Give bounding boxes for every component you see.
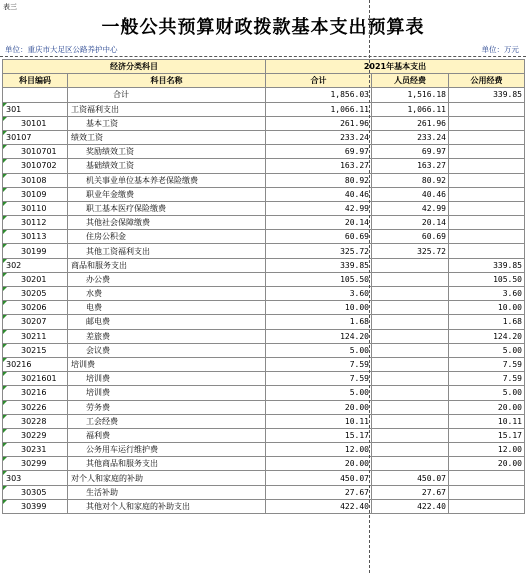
cell-personnel: 80.92 [372, 173, 449, 187]
cell-total: 10.11 [266, 414, 372, 428]
cell-code: 30112 [3, 216, 68, 230]
table-row [3, 400, 525, 414]
table-row [3, 230, 525, 244]
table-row [3, 372, 525, 386]
cell-name: 工资福利支出 [68, 102, 266, 116]
cell-code: 3010701 [3, 145, 68, 159]
cell-name: 培训费 [68, 357, 266, 371]
cell-code: 30226 [3, 400, 68, 414]
table-row [3, 258, 525, 272]
cell-name: 合计 [68, 88, 266, 102]
cell-name: 机关事业单位基本养老保险缴费 [68, 173, 266, 187]
cell-total: 5.00 [266, 343, 372, 357]
cell-total: 69.97 [266, 145, 372, 159]
cell-public: 1.68 [449, 315, 525, 329]
cell-personnel [372, 372, 449, 386]
cell-name: 办公费 [68, 272, 266, 286]
cell-public: 10.00 [449, 301, 525, 315]
cell-code: 30216 [3, 386, 68, 400]
cell-total: 7.59 [266, 357, 372, 371]
cell-total: 105.50 [266, 272, 372, 286]
table-row [3, 457, 525, 471]
table-row [3, 386, 525, 400]
cell-name: 对个人和家庭的补助 [68, 471, 266, 485]
table-row [3, 216, 525, 230]
table-row [3, 88, 525, 102]
cell-public: 339.85 [449, 258, 525, 272]
cell-public: 105.50 [449, 272, 525, 286]
cell-total: 3.60 [266, 287, 372, 301]
cell-public: 15.17 [449, 428, 525, 442]
cell-public [449, 116, 525, 130]
table-row [3, 244, 525, 258]
cell-total: 124.20 [266, 329, 372, 343]
header-code: 科目编码 [3, 74, 68, 88]
cell-personnel: 450.07 [372, 471, 449, 485]
cell-total: 450.07 [266, 471, 372, 485]
cell-public [449, 187, 525, 201]
cell-name: 基础绩效工资 [68, 159, 266, 173]
cell-code: 30211 [3, 329, 68, 343]
table-row [3, 159, 525, 173]
table-row [3, 173, 525, 187]
cell-personnel [372, 357, 449, 371]
cell-name: 奖励绩效工资 [68, 145, 266, 159]
table-row [3, 116, 525, 130]
cell-code: 30228 [3, 414, 68, 428]
cell-code [3, 88, 68, 102]
cell-public [449, 471, 525, 485]
cell-personnel [372, 343, 449, 357]
cell-name: 福利费 [68, 428, 266, 442]
cell-code: 303 [3, 471, 68, 485]
cell-name: 培训费 [68, 386, 266, 400]
cell-public: 5.00 [449, 386, 525, 400]
cell-personnel [372, 272, 449, 286]
table-row [3, 102, 525, 116]
cell-total: 12.00 [266, 443, 372, 457]
cell-personnel [372, 386, 449, 400]
cell-total: 40.46 [266, 187, 372, 201]
cell-code: 30201 [3, 272, 68, 286]
cell-personnel: 27.67 [372, 485, 449, 499]
cell-code: 30108 [3, 173, 68, 187]
cell-personnel [372, 457, 449, 471]
cell-code: 30101 [3, 116, 68, 130]
table-row [3, 272, 525, 286]
header-name: 科目名称 [68, 74, 266, 88]
cell-public: 5.00 [449, 343, 525, 357]
cell-name: 水费 [68, 287, 266, 301]
cell-name: 其他工资福利支出 [68, 244, 266, 258]
cell-total: 42.99 [266, 201, 372, 215]
cell-public: 20.00 [449, 457, 525, 471]
table-row [3, 287, 525, 301]
cell-total: 422.40 [266, 499, 372, 513]
cell-name: 住房公积金 [68, 230, 266, 244]
cell-code: 301 [3, 102, 68, 116]
cell-personnel: 60.69 [372, 230, 449, 244]
cell-code: 30399 [3, 499, 68, 513]
table-row [3, 485, 525, 499]
header-public: 公用经费 [449, 74, 525, 88]
cell-name: 电费 [68, 301, 266, 315]
cell-name: 其他对个人和家庭的补助支出 [68, 499, 266, 513]
header-total: 合计 [266, 74, 372, 88]
cell-name: 其他社会保障缴费 [68, 216, 266, 230]
cell-public [449, 485, 525, 499]
cell-total: 5.00 [266, 386, 372, 400]
cell-code: 3021601 [3, 372, 68, 386]
cell-total: 1,066.11 [266, 102, 372, 116]
page-break-vertical [369, 0, 370, 573]
cell-personnel [372, 315, 449, 329]
cell-public: 10.11 [449, 414, 525, 428]
table-row [3, 301, 525, 315]
table-row [3, 443, 525, 457]
cell-name: 基本工资 [68, 116, 266, 130]
page-break-horizontal [0, 56, 526, 57]
cell-total: 7.59 [266, 372, 372, 386]
cell-code: 30107 [3, 130, 68, 144]
cell-code: 30305 [3, 485, 68, 499]
cell-name: 职业年金缴费 [68, 187, 266, 201]
cell-total: 60.69 [266, 230, 372, 244]
cell-name: 工会经费 [68, 414, 266, 428]
table-row [3, 414, 525, 428]
cell-personnel: 325.72 [372, 244, 449, 258]
cell-public [449, 230, 525, 244]
cell-public: 12.00 [449, 443, 525, 457]
cell-public: 124.20 [449, 329, 525, 343]
table-row [3, 315, 525, 329]
cell-public: 339.85 [449, 88, 525, 102]
cell-name: 邮电费 [68, 315, 266, 329]
cell-code: 3010702 [3, 159, 68, 173]
cell-name: 会议费 [68, 343, 266, 357]
cell-code: 302 [3, 258, 68, 272]
cell-total: 10.00 [266, 301, 372, 315]
cell-total: 15.17 [266, 428, 372, 442]
cell-personnel [372, 400, 449, 414]
cell-code: 30199 [3, 244, 68, 258]
cell-personnel: 20.14 [372, 216, 449, 230]
cell-code: 30110 [3, 201, 68, 215]
cell-code: 30109 [3, 187, 68, 201]
page-title: 一般公共预算财政拨款基本支出预算表 [101, 17, 425, 38]
cell-name: 其他商品和服务支出 [68, 457, 266, 471]
cell-total: 20.14 [266, 216, 372, 230]
cell-total: 1,856.03 [266, 88, 372, 102]
table-row [3, 201, 525, 215]
cell-public [449, 173, 525, 187]
header-econ-group: 经济分类科目 [3, 60, 266, 74]
cell-public [449, 145, 525, 159]
table-row [3, 428, 525, 442]
cell-name: 绩效工资 [68, 130, 266, 144]
cell-total: 233.24 [266, 130, 372, 144]
cell-total: 261.96 [266, 116, 372, 130]
cell-personnel: 42.99 [372, 201, 449, 215]
cell-personnel [372, 287, 449, 301]
budget-table [2, 59, 525, 514]
cell-total: 20.00 [266, 400, 372, 414]
cell-code: 30229 [3, 428, 68, 442]
cell-public [449, 102, 525, 116]
cell-total: 27.67 [266, 485, 372, 499]
cell-total: 80.92 [266, 173, 372, 187]
table-row [3, 329, 525, 343]
cell-public: 7.59 [449, 372, 525, 386]
cell-code: 30206 [3, 301, 68, 315]
table-body [3, 88, 525, 514]
header-personnel: 人员经费 [372, 74, 449, 88]
cell-name: 公务用车运行维护费 [68, 443, 266, 457]
cell-personnel: 233.24 [372, 130, 449, 144]
cell-name: 劳务费 [68, 400, 266, 414]
cell-public [449, 499, 525, 513]
cell-public: 20.00 [449, 400, 525, 414]
cell-name: 商品和服务支出 [68, 258, 266, 272]
cell-personnel: 261.96 [372, 116, 449, 130]
cell-personnel: 69.97 [372, 145, 449, 159]
cell-personnel [372, 428, 449, 442]
cell-public [449, 130, 525, 144]
cell-personnel [372, 443, 449, 457]
table-row [3, 357, 525, 371]
table-row [3, 471, 525, 485]
cell-personnel [372, 414, 449, 428]
cell-total: 1.68 [266, 315, 372, 329]
cell-public: 3.60 [449, 287, 525, 301]
cell-total: 325.72 [266, 244, 372, 258]
cell-code: 30113 [3, 230, 68, 244]
cell-public: 7.59 [449, 357, 525, 371]
cell-public [449, 244, 525, 258]
cell-name: 生活补助 [68, 485, 266, 499]
cell-public [449, 216, 525, 230]
cell-personnel [372, 301, 449, 315]
table-row [3, 499, 525, 513]
cell-name: 培训费 [68, 372, 266, 386]
cell-code: 30299 [3, 457, 68, 471]
cell-code: 30215 [3, 343, 68, 357]
cell-personnel: 1,516.18 [372, 88, 449, 102]
table-row [3, 343, 525, 357]
cell-public [449, 159, 525, 173]
cell-public [449, 201, 525, 215]
cell-code: 30231 [3, 443, 68, 457]
cell-total: 163.27 [266, 159, 372, 173]
cell-total: 20.00 [266, 457, 372, 471]
cell-personnel: 40.46 [372, 187, 449, 201]
organization-label: 单位：重庆市大足区公路养护中心 [5, 45, 118, 54]
cell-code: 30205 [3, 287, 68, 301]
table-row [3, 130, 525, 144]
cell-code: 30216 [3, 357, 68, 371]
cell-name: 职工基本医疗保险缴费 [68, 201, 266, 215]
cell-personnel: 163.27 [372, 159, 449, 173]
table-row [3, 187, 525, 201]
cell-name: 差旅费 [68, 329, 266, 343]
cell-personnel: 422.40 [372, 499, 449, 513]
cell-total: 339.85 [266, 258, 372, 272]
cell-personnel [372, 329, 449, 343]
currency-unit-label: 单位：万元 [481, 45, 519, 54]
cell-code: 30207 [3, 315, 68, 329]
cell-personnel [372, 258, 449, 272]
cell-personnel: 1,066.11 [372, 102, 449, 116]
table-number-label: 表三 [3, 3, 17, 11]
header-year-group: 2021年基本支出 [266, 60, 525, 74]
table-row [3, 145, 525, 159]
